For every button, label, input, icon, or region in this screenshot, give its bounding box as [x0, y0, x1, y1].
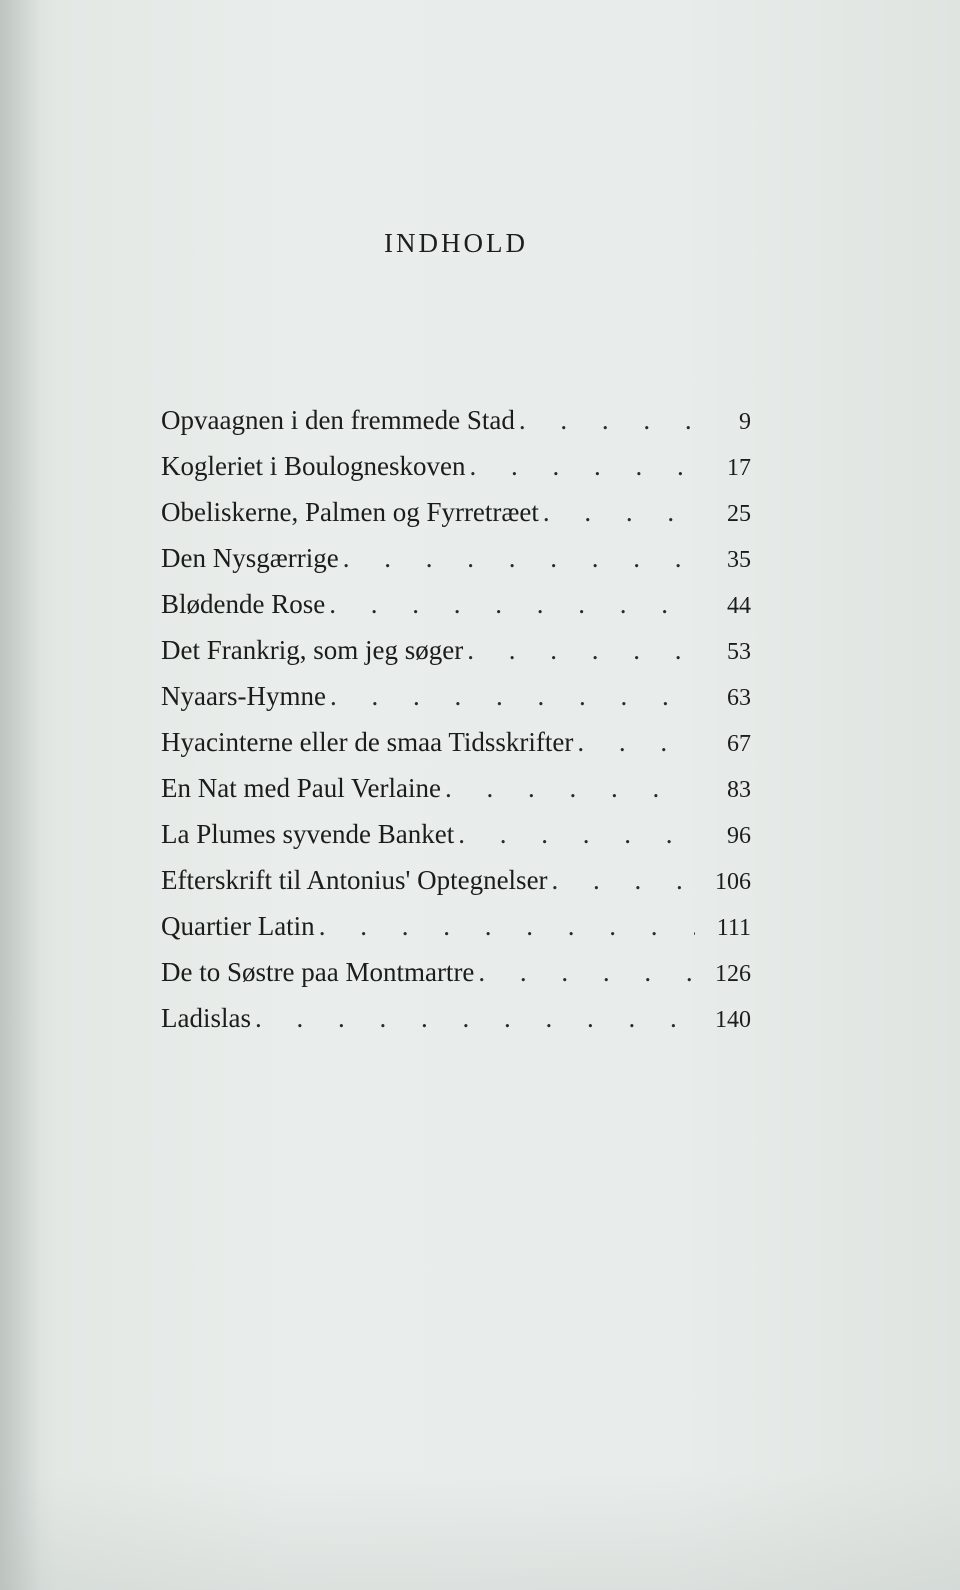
table-of-contents [161, 405, 751, 1049]
toc-entry-page: 44 [727, 593, 751, 619]
toc-entry [161, 1003, 751, 1049]
toc-entry-title: En Nat med Paul Verlaine [161, 773, 441, 803]
toc-entry-title: Opvaagnen i den fremmede Stad [161, 405, 515, 435]
toc-entry-title: Kogleriet i Boulogneskoven [161, 451, 466, 481]
dot-leader [543, 497, 695, 528]
toc-entry [161, 451, 751, 497]
toc-entry [161, 405, 751, 451]
dot-leader [577, 727, 695, 758]
toc-entry [161, 865, 751, 911]
toc-entry-page: 25 [727, 501, 751, 527]
toc-entry-page: 140 [715, 1007, 751, 1033]
toc-entry-page: 106 [715, 869, 751, 895]
dot-leader [330, 681, 695, 712]
toc-entry-title: Nyaars-Hymne [161, 681, 326, 711]
toc-entry-page: 17 [727, 455, 751, 481]
toc-entry-title: De to Søstre paa Montmartre [161, 957, 475, 987]
page-bottom-shade [0, 1470, 960, 1590]
toc-entry-title: Hyacinterne eller de smaa Tidsskrifter [161, 727, 574, 757]
toc-entry [161, 819, 751, 865]
dot-leader [255, 1003, 695, 1034]
toc-entry-title: Efterskrift til Antonius' Optegnelser [161, 865, 548, 895]
dot-leader [552, 865, 695, 896]
dot-leader [519, 405, 695, 436]
toc-entry [161, 543, 751, 589]
dot-leader [467, 635, 695, 666]
toc-entry-page: 9 [739, 409, 751, 435]
toc-entry-title: Quartier Latin [161, 911, 315, 941]
toc-entry-page: 67 [727, 731, 751, 757]
toc-entry-title: Det Frankrig, som jeg søger [161, 635, 464, 665]
toc-entry-title: Obeliskerne, Palmen og Fyrretræet [161, 497, 539, 527]
toc-entry-title: Den Nysgærrige [161, 543, 339, 573]
toc-entry-title: Blødende Rose [161, 589, 326, 619]
toc-entry [161, 911, 751, 957]
toc-entry-title: La Plumes syvende Banket [161, 819, 455, 849]
toc-entry-page: 35 [727, 547, 751, 573]
dot-leader [445, 773, 695, 804]
toc-entry-page: 126 [715, 961, 751, 987]
toc-entry [161, 773, 751, 819]
toc-entry [161, 681, 751, 727]
toc-entry [161, 497, 751, 543]
toc-entry-page: 63 [727, 685, 751, 711]
toc-entry [161, 635, 751, 681]
toc-entry-page: 83 [727, 777, 751, 803]
dot-leader [458, 819, 695, 850]
toc-entry-page: 96 [727, 823, 751, 849]
page-title: INDHOLD [384, 228, 528, 258]
toc-entry [161, 957, 751, 1003]
toc-entry-page: 111 [716, 915, 751, 941]
dot-leader [329, 589, 695, 620]
dot-leader [469, 451, 695, 482]
toc-entry [161, 727, 751, 773]
dot-leader [343, 543, 695, 574]
toc-entry-title: Ladislas [161, 1003, 251, 1033]
dot-leader [319, 911, 695, 942]
toc-entry [161, 589, 751, 635]
toc-entry-page: 53 [727, 639, 751, 665]
dot-leader [478, 957, 695, 988]
